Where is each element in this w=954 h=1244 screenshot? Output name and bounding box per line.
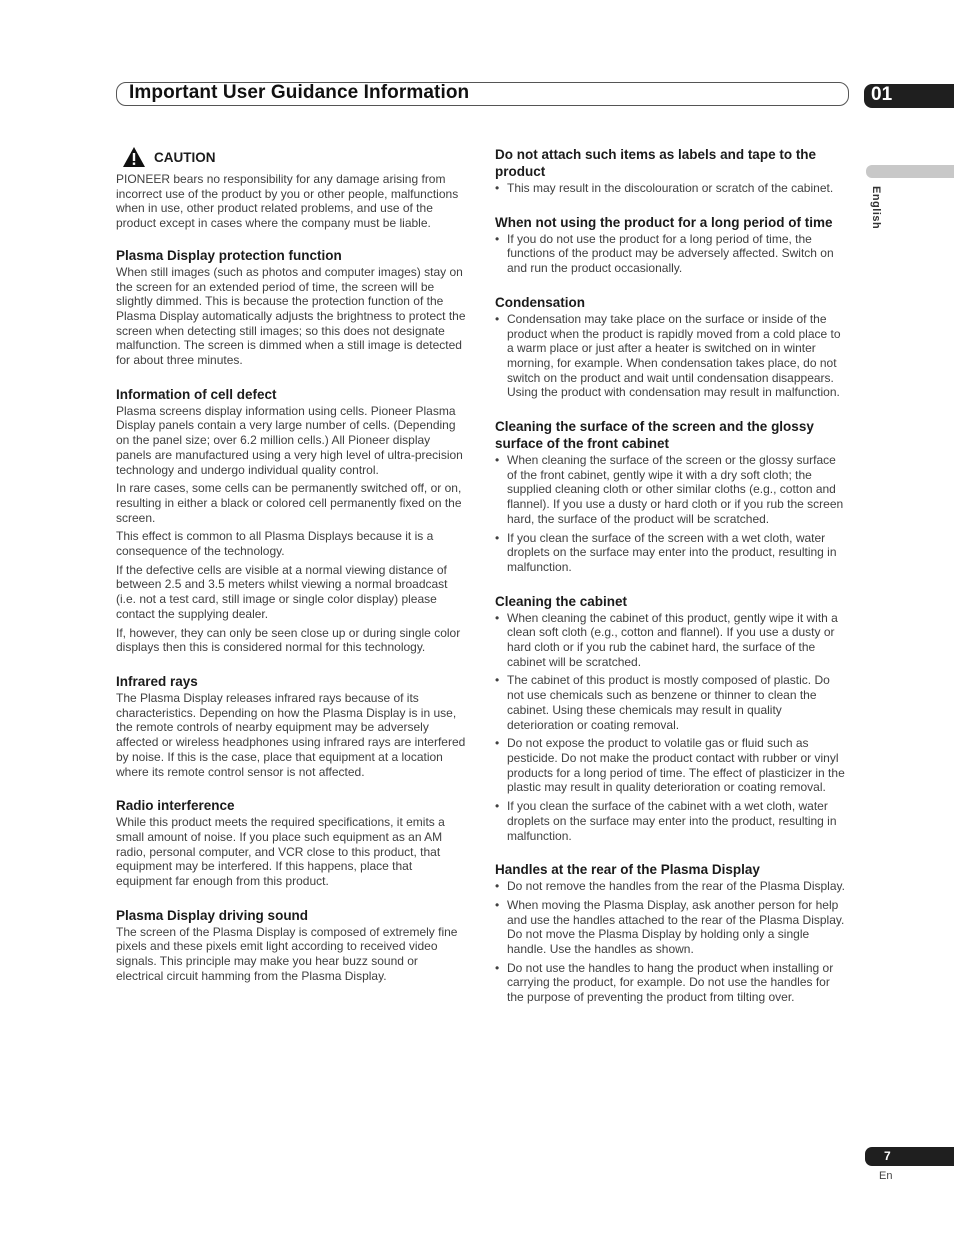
section-paragraph: While this product meets the required specifications, it emits a small amount of noise. If you place such equipment as an AM radio, personal computer, and VCR close to this product, that equipment may be interfered. If this happens, place that equipment far enough from this product.: [116, 815, 445, 889]
bullet-icon: •: [495, 897, 500, 912]
section-heading: When not using the product for a long period of time: [495, 214, 833, 230]
content-section: [116, 386, 468, 655]
bullet-icon: •: [495, 960, 500, 975]
bullet-item: [495, 736, 848, 795]
content-section: [495, 861, 848, 1005]
content-section: [116, 247, 468, 368]
header-box: [116, 82, 849, 106]
bullet-list: [495, 232, 848, 276]
section-heading: Plasma Display protection function: [116, 247, 342, 263]
section-heading: Condensation: [495, 294, 585, 310]
section-paragraph: In rare cases, some cells can be permanently switched off, or on, resulting in either a black or colored cell permanently fixed on the screen.: [116, 481, 462, 525]
bullet-item: [495, 799, 848, 843]
caution-title: CAUTION: [154, 149, 216, 165]
right-column: [495, 146, 848, 1023]
section-heading: Cleaning the cabinet: [495, 593, 628, 609]
bullet-text: When moving the Plasma Display, ask another person for help and use the handles attached to the rear of the Plasma Display. Do not move the Plasma Display by holding only a single handle. Use the handles as shown.: [507, 897, 845, 957]
bullet-icon: •: [495, 673, 500, 688]
bullet-icon: •: [495, 879, 500, 894]
bullet-list: [495, 611, 848, 844]
content-section: [495, 593, 848, 844]
content-section: [116, 673, 468, 779]
page-language-code: En: [879, 1170, 893, 1182]
bullet-list: [495, 879, 848, 1005]
warning-icon: [122, 146, 146, 168]
bullet-text: Do not expose the product to volatile gas or fluid such as pesticide. Do not make the product contact with rubber or vinyl products for a long period of time. The effect of plasticizer in the plastic may result in quality deterioration or coating removal.: [507, 736, 845, 795]
language-tab: [866, 165, 954, 178]
bullet-item: [495, 453, 848, 527]
bullet-text: If you clean the surface of the cabinet with a wet cloth, water droplets on the surface may enter into the product, resulting in malfunction.: [507, 799, 837, 843]
language-label: English: [870, 186, 882, 230]
section-heading: Do not attach such items as labels and tape to the product: [495, 147, 817, 179]
bullet-item: [495, 181, 848, 196]
bullet-text: Do not remove the handles from the rear of the Plasma Display.: [507, 879, 845, 894]
caution-text: PIONEER bears no responsibility for any damage arising from incorrect use of the product by you or other people, malfunctions when in use, other product related problems, and use of the product except in cases where the company must be liable.: [116, 172, 459, 231]
bullet-icon: •: [495, 610, 500, 625]
bullet-icon: •: [495, 799, 500, 814]
left-sections: [116, 247, 468, 984]
content-section: [495, 294, 848, 400]
left-column: [116, 146, 468, 1002]
section-paragraph: The screen of the Plasma Display is composed of extremely fine pixels and these pixels emit light according to received video signals. This principle may make you hear buzz sound or electrical circuit hamming from the Plasma Display.: [116, 924, 458, 983]
content-section: [116, 907, 468, 984]
page-number: 7: [884, 1149, 891, 1163]
bullet-item: [495, 879, 848, 894]
bullet-text: This may result in the discolouration or scratch of the cabinet.: [507, 181, 834, 195]
bullet-icon: •: [495, 181, 500, 195]
right-sections: [495, 146, 848, 1005]
bullet-item: [495, 312, 848, 400]
content-section: [495, 418, 848, 575]
content-section: [116, 797, 468, 889]
section-paragraph: When still images (such as photos and computer images) stay on the screen for an extended period of time, the screen will be slightly dimmed. This is because the protection function of the Plasma Display automatically adjusts the brightness to protect the screen when detecting still images; so this does not designate malfunction. The screen is dimmed when a still image is detected for about three minutes.: [116, 264, 466, 368]
bullet-item: [495, 898, 848, 957]
section-paragraph: This effect is common to all Plasma Displays because it is a consequence of the technology.: [116, 529, 434, 559]
section-paragraph: The Plasma Display releases infrared rays because of its characteristics. Depending on how the Plasma Display is in use, the remote controls of nearby equipment may be adversely affected or wireless headphones using infrared rays are interfered by noise. If this is the case, place that equipment at a location where its remote control sensor is not affected.: [116, 690, 466, 779]
chapter-tab: [864, 84, 954, 108]
bullet-icon: •: [495, 530, 500, 545]
bullet-list: [495, 453, 848, 575]
bullet-icon: •: [495, 453, 500, 468]
section-heading: Radio interference: [116, 798, 235, 814]
bullet-icon: •: [495, 736, 500, 751]
section-heading: Handles at the rear of the Plasma Display: [495, 862, 760, 878]
section-heading: Cleaning the surface of the screen and the glossy surface of the front cabinet: [495, 419, 814, 452]
section-heading: Infrared rays: [116, 673, 198, 689]
bullet-text: If you do not use the product for a long period of time, the functions of the product may be adversely affected. Switch on and run the product occasionally.: [507, 231, 834, 276]
bullet-text: The cabinet of this product is mostly composed of plastic. Do not use chemicals such as benzene or thinner to clean the cabinet. Using these chemicals may result in quality deterioration or coating removal.: [507, 673, 830, 732]
section-heading: Plasma Display driving sound: [116, 907, 309, 923]
bullet-icon: •: [495, 311, 500, 326]
section-paragraph: If the defective cells are visible at a normal viewing distance of between 2.5 and 3.5 meters whilst viewing a normal broadcast (i.e. not a test card, still image or single color display) please contact the supplying dealer.: [116, 562, 448, 621]
bullet-icon: •: [495, 231, 500, 246]
caution-section: [116, 146, 468, 231]
bullet-text: When cleaning the surface of the screen or the glossy surface of the front cabinet, gently wipe it with a dry soft cloth; the supplied cleaning cloth or other similar cloths (e.g., cotton and flannel). If you use a dusty or hard cloth or if you rub the screen hard, the surface of the product will be scratched.: [507, 453, 844, 526]
bullet-item: [495, 611, 848, 670]
bullet-item: [495, 961, 848, 1005]
bullet-list: [495, 312, 848, 400]
bullet-item: [495, 673, 848, 732]
caution-header: [122, 146, 468, 168]
bullet-item: [495, 232, 848, 276]
bullet-text: When cleaning the cabinet of this product, gently wipe it with a clean soft cloth (e.g., cotton and flannel). If you use a dusty or hard cloth or if you rub the cabinet hard, the surface of the cabinet will be scratched.: [507, 610, 838, 669]
section-paragraph: If, however, they can only be seen close up or during single color displays then this is considered normal for this technology.: [116, 625, 461, 655]
content-section: [495, 146, 848, 196]
chapter-number: 01: [871, 84, 893, 105]
section-heading: Information of cell defect: [116, 386, 277, 402]
page-number-tab: [865, 1147, 954, 1166]
section-paragraph: Plasma screens display information using cells. Pioneer Plasma Display panels contain a very large number of cells. (Depending on the panel size; over 6.2 million cells.) All Pioneer display panels are manufactured using a very high level of ultra-precision technology and undergo individual quality control.: [116, 403, 463, 477]
bullet-list: [495, 181, 848, 196]
bullet-item: [495, 531, 848, 575]
bullet-text: If you clean the surface of the screen with a wet cloth, water droplets on the surface may enter into the product, resulting in malfunction.: [507, 530, 837, 574]
content-section: [495, 214, 848, 276]
bullet-text: Condensation may take place on the surface or inside of the product when the product is rapidly moved from a cold place to a warm place or just after a heater is switched on in winter morning, for example. When condensation takes place, do not switch on the product and wait until condensation disappears. Using the product with condensation may result in malfunction.: [507, 311, 841, 400]
page-title: Important User Guidance Information: [129, 82, 470, 103]
bullet-text: Do not use the handles to hang the product when installing or carrying the product, for example. Do not use the handles for the purpose of preventing the product from tilting over.: [507, 960, 834, 1005]
